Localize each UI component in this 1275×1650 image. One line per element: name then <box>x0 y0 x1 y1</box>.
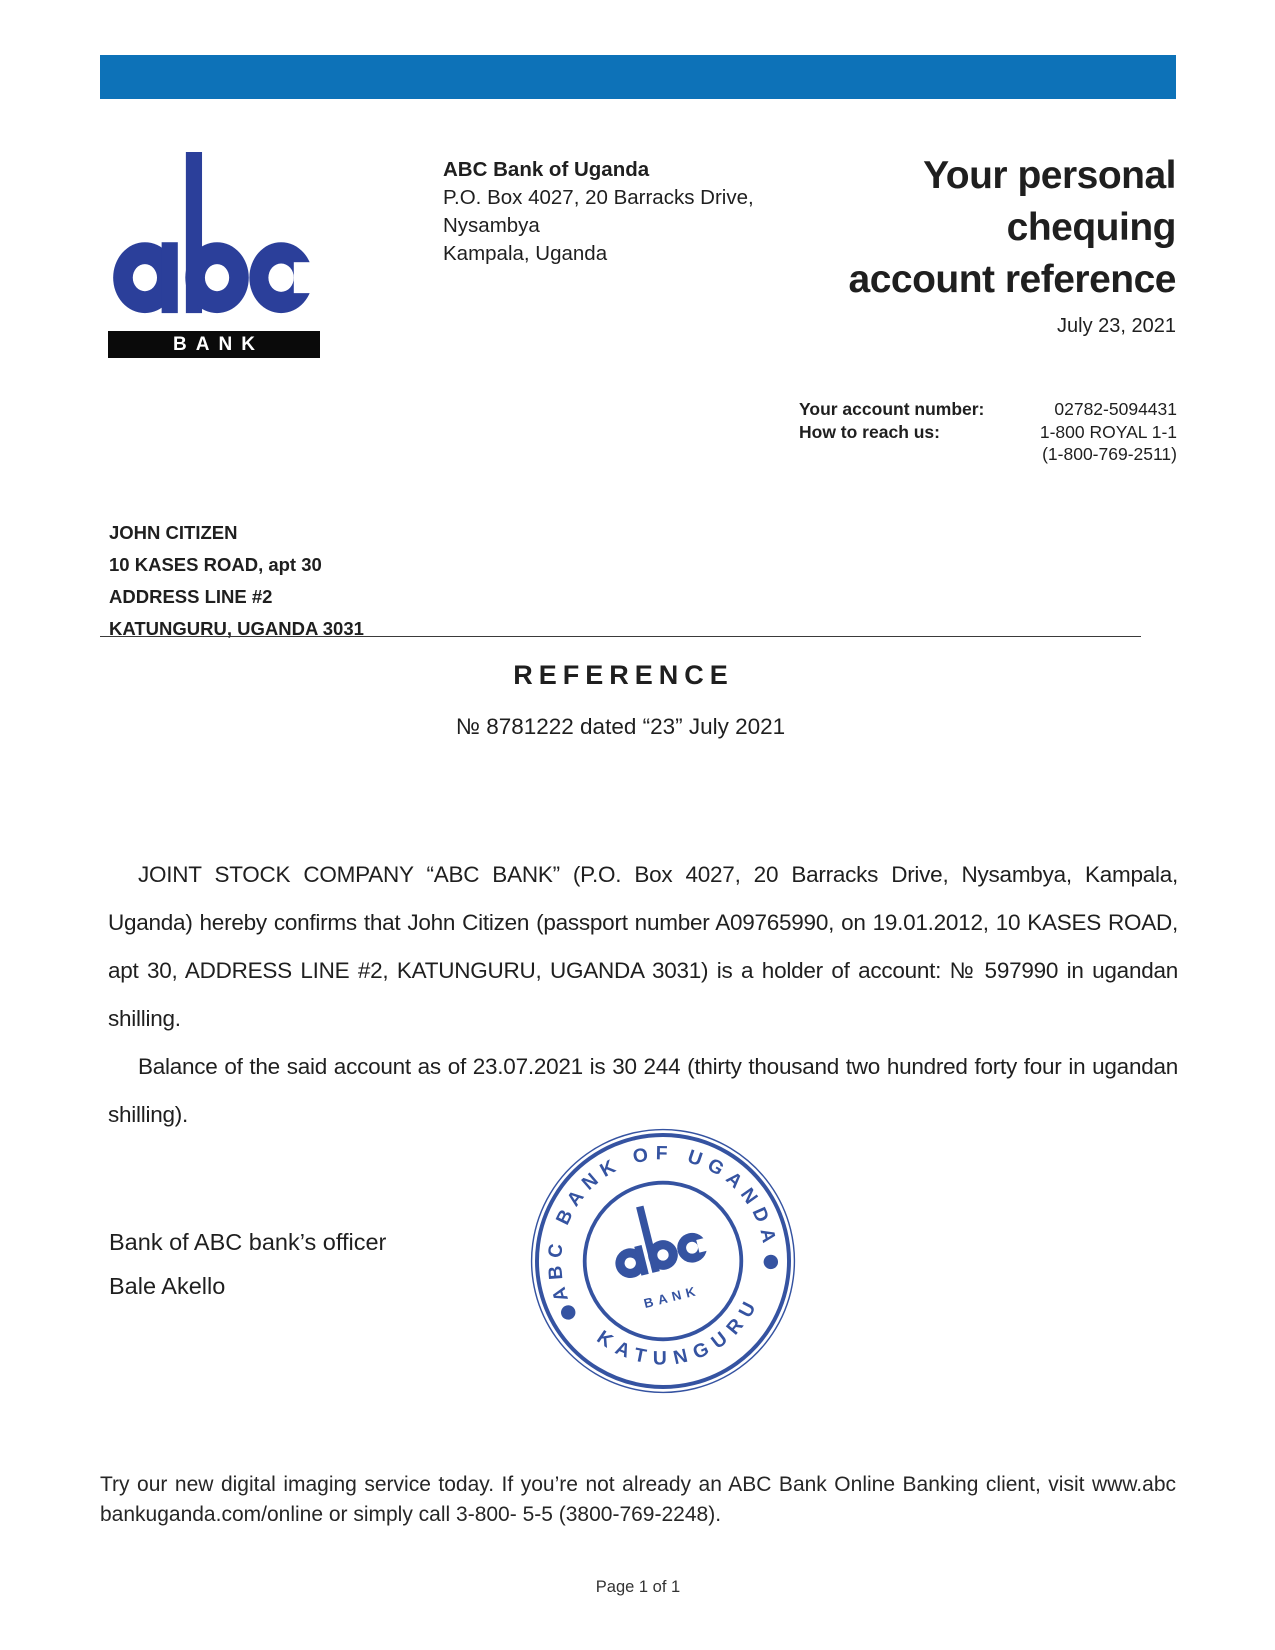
reach-us-value: 1-800 ROYAL 1-1 <box>1039 421 1177 442</box>
phone-value: (1-800-769-2511) <box>1042 444 1177 464</box>
header-accent-bar <box>100 55 1176 99</box>
body-paragraph: JOINT STOCK COMPANY “ABC BANK” (P.O. Box 4027, 20 Barracks Drive, Nysambya, Kampala, Uganda) hereby confirms that John Citizen (passport number A09765990, on 19.01.2012, 10 KASES ROAD, apt 30, ADDRESS LINE #2, KATUNGURU, UGANDA 3031) is a holder of account: № 597990 in ugandan shilling. <box>108 862 1178 1031</box>
reference-heading: REFERENCE <box>513 660 734 690</box>
bank-name: ABC Bank of Uganda <box>443 158 650 181</box>
recipient-name: JOHN CITIZEN <box>109 522 238 543</box>
footer-promo-text: Try our new digital imaging service today. If you’re not already an ABC Bank Online Banking client, visit www.abc bankuganda.com/online or simply call 3-800- 5-5 (3800-769-2248). <box>100 1473 1176 1526</box>
horizontal-divider <box>100 636 1141 637</box>
bank-address-line: Nysambya <box>443 214 540 237</box>
stamp-bottom-text: KATUNGURU <box>592 1291 765 1370</box>
svg-text:ABC BANK OF UGANDA <box>528 1126 782 1304</box>
stamp-right-dot <box>762 1253 779 1270</box>
account-info-block <box>799 398 1177 466</box>
logo-bank-bar <box>108 331 320 358</box>
document-title-block <box>756 150 1176 338</box>
account-number-value: 02782-5094431 <box>1054 399 1177 419</box>
stamp-top-text: ABC BANK OF UGANDA <box>543 1142 782 1305</box>
reach-us-label: How to reach us: <box>799 421 940 442</box>
bank-address-block <box>443 156 783 268</box>
stamp-abc-logo <box>603 1193 712 1282</box>
stamp-left-dot <box>560 1304 577 1321</box>
reference-number-line: № 8781222 dated “23” July 2021 <box>455 714 786 739</box>
recipient-address-line: ADDRESS LINE #2 <box>109 586 273 607</box>
recipient-address-block <box>109 517 364 645</box>
document-title: chequing <box>1006 206 1176 249</box>
reach-us-row <box>799 421 1177 444</box>
stamp-bank-label: BANK <box>642 1282 702 1312</box>
bank-address-line: P.O. Box 4027, 20 Barracks Drive, <box>443 186 754 209</box>
bank-address-line: Kampala, Uganda <box>443 242 608 265</box>
abc-logo-letters <box>112 152 314 326</box>
document-date: July 23, 2021 <box>1057 315 1176 337</box>
body-paragraph: Balance of the said account as of 23.07.2021 is 30 244 (thirty thousand two hundred forty four in ugandan shilling). <box>108 1054 1178 1127</box>
account-number-label: Your account number: <box>799 399 985 419</box>
recipient-address-line: 10 KASES ROAD, apt 30 <box>109 554 322 575</box>
letter-body <box>108 851 1178 1139</box>
page-number: Page 1 of 1 <box>595 1578 681 1596</box>
logo-bank-label: BANK <box>173 334 264 355</box>
document-title: account reference <box>848 258 1176 301</box>
signature-block <box>109 1220 386 1308</box>
document-title: Your personal <box>923 154 1176 197</box>
officer-name: Bale Akello <box>109 1273 226 1299</box>
officer-role: Bank of ABC bank’s officer <box>109 1229 387 1255</box>
bank-stamp-seal <box>528 1126 798 1396</box>
phone-row <box>799 443 1177 466</box>
account-number-row <box>799 398 1177 421</box>
recipient-address-line: KATUNGURU, UGANDA 3031 <box>109 618 364 639</box>
